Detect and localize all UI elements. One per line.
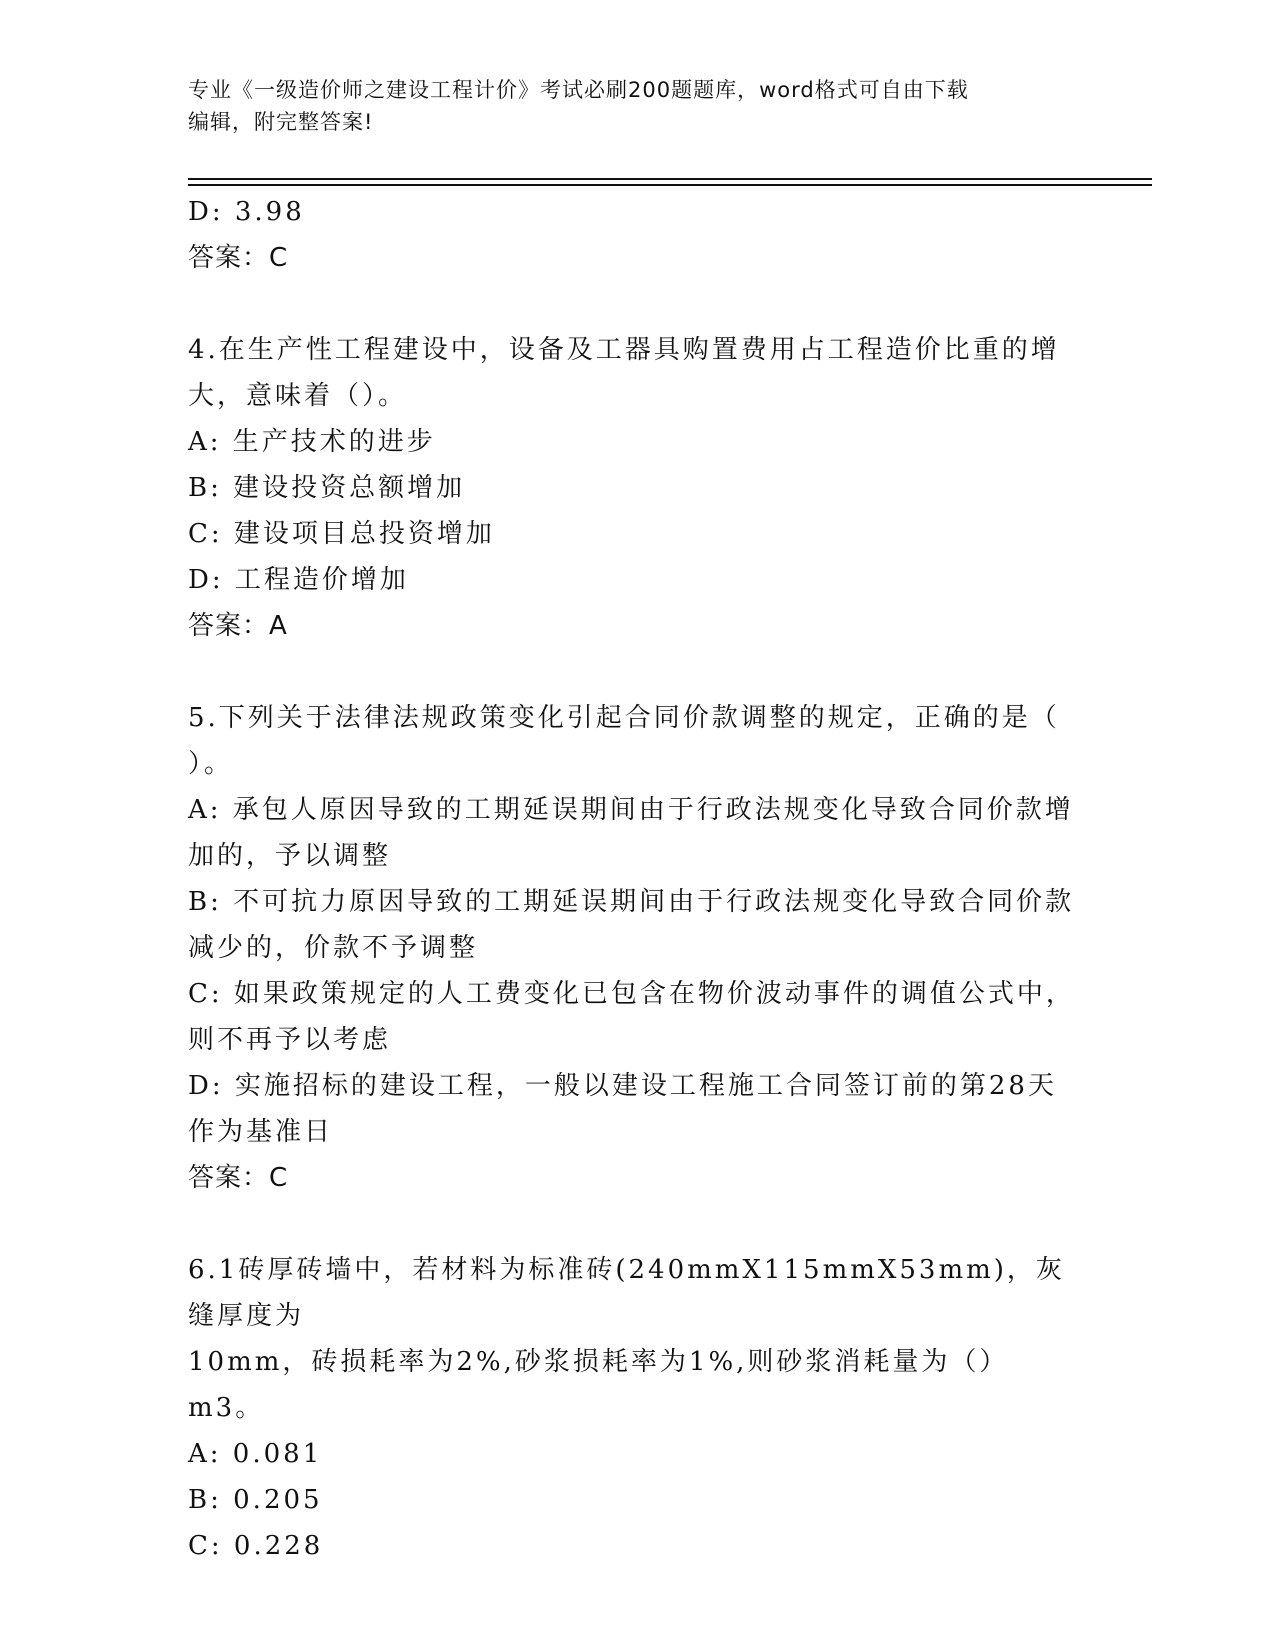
spacer [188, 649, 1078, 695]
q4-option-b: B: 建设投资总额增加 [188, 473, 466, 503]
q4-stem-line-1: 4.在生产性工程建设中，设备及工器具购置费用占工程造价比重的增 [188, 335, 1060, 365]
q5-option-b-line-1: B: 不可抗力原因导致的工期延误期间由于行政法规变化导致合同价款 [188, 887, 1075, 917]
question-content [188, 189, 1078, 1569]
header-divider-bottom [188, 184, 1152, 186]
q5-option-d-line-2: 作为基准日 [188, 1117, 334, 1147]
q4-option-c: C: 建设项目总投资增加 [188, 519, 495, 549]
q4-option-d: D: 工程造价增加 [188, 565, 409, 595]
q5-option-c-line-1: C: 如果政策规定的人工费变化已包含在物价波动事件的调值公式中， [188, 979, 1075, 1009]
q5-option-a-line-1: A: 承包人原因导致的工期延误期间由于行政法规变化导致合同价款增 [188, 795, 1074, 825]
header-divider-top [188, 178, 1152, 180]
q5-option-c-line-2: 则不再予以考虑 [188, 1025, 392, 1055]
q5-option-b-line-2: 减少的，价款不予调整 [188, 933, 479, 963]
header-line-1: 专业《一级造价师之建设工程计价》考试必刷200题题库，word格式可自由下载 [188, 78, 969, 102]
q4-answer: 答案：A [188, 611, 288, 641]
document-header [188, 74, 1088, 138]
q6-option-b: B: 0.205 [188, 1485, 323, 1515]
q5-option-d-line-1: D: 实施招标的建设工程，一般以建设工程施工合同签订前的第28天 [188, 1071, 1057, 1101]
q5-option-a-line-2: 加的，予以调整 [188, 841, 392, 871]
spacer [188, 1201, 1078, 1247]
q6-option-a: A: 0.081 [188, 1439, 323, 1469]
q4-stem-line-2: 大，意味着（）。 [188, 381, 408, 411]
header-line-2: 编辑，附完整答案! [188, 110, 374, 134]
q4-option-a: A: 生产技术的进步 [188, 427, 436, 457]
q5-stem-line-1: 5.下列关于法律法规政策变化引起合同价款调整的规定，正确的是（ [188, 703, 1060, 733]
q6-stem-line-1: 6.1砖厚砖墙中，若材料为标准砖(240mmX115mmX53mm)，灰缝厚度为 [188, 1255, 1065, 1331]
q5-answer: 答案：C [188, 1163, 289, 1193]
q6-option-c: C: 0.228 [188, 1531, 324, 1561]
q6-stem-line-2: 10mm，砖损耗率为2%,砂浆损耗率为1%,则砂浆消耗量为（）m3。 [188, 1347, 1009, 1423]
q5-stem-line-2: ）。 [188, 749, 234, 779]
spacer [188, 281, 1078, 327]
prev-answer: 答案：C [188, 243, 289, 273]
prev-option-d: D: 3.98 [188, 197, 305, 227]
